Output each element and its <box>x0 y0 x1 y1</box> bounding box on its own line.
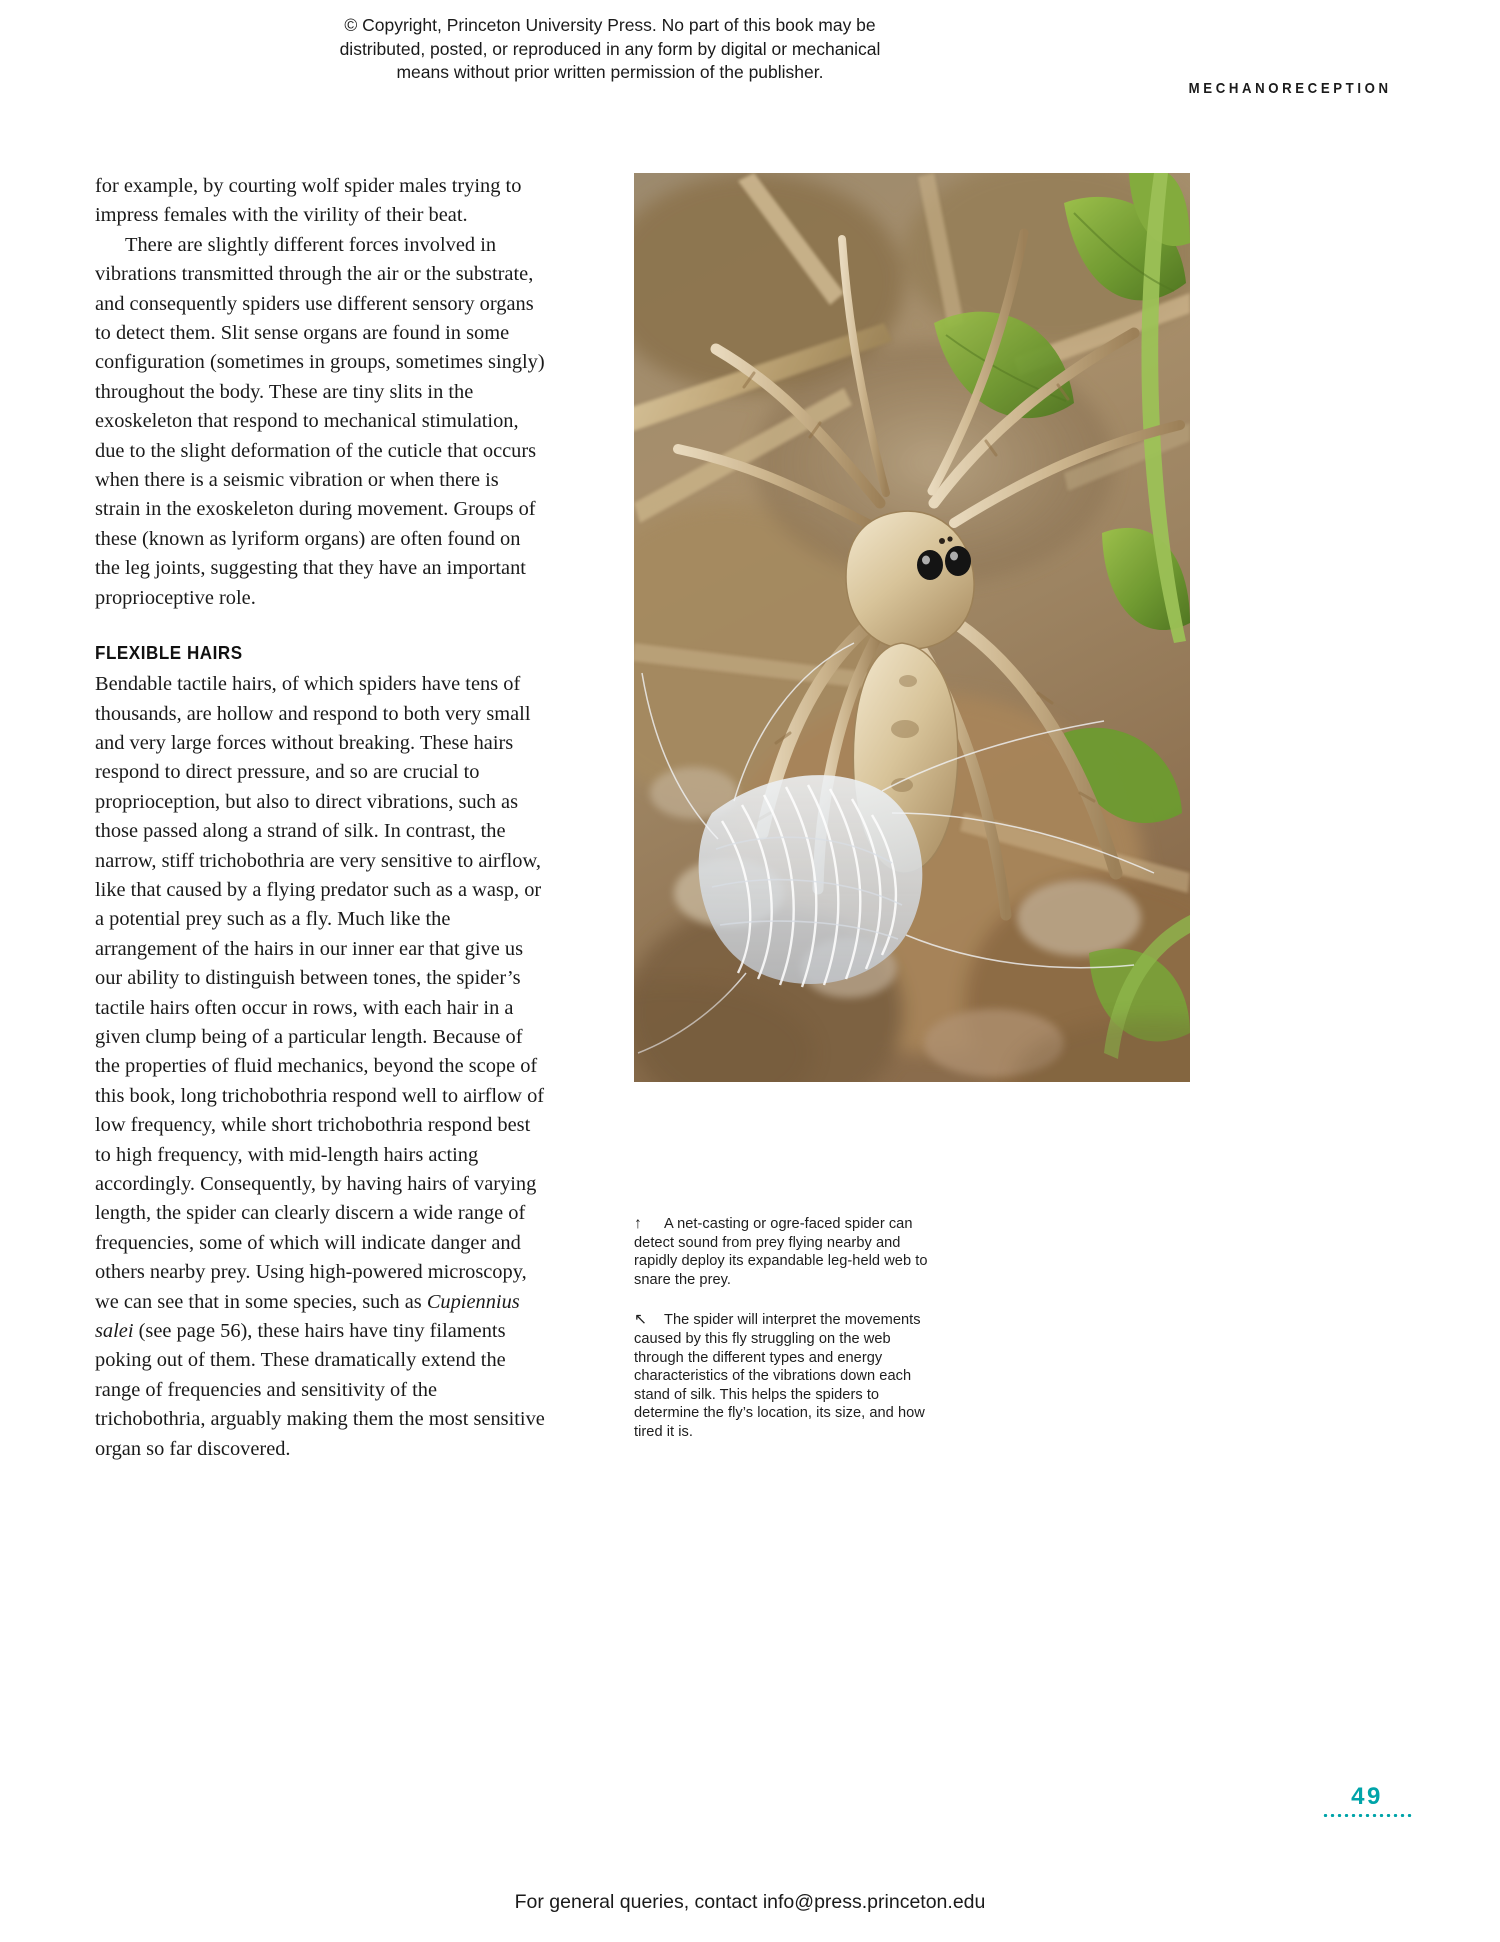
photo-artwork <box>634 173 1190 1082</box>
paragraph-continuation: for example, by courting wolf spider males trying to impress females with the virility of their beat. <box>95 175 522 227</box>
figure-captions <box>634 1215 929 1464</box>
caption-1 <box>634 1215 929 1289</box>
body-text-column <box>95 172 547 1464</box>
page-number: 49 <box>1351 1783 1383 1810</box>
paragraph-part-2: (see page 56), these hairs have tiny filaments poking out of them. These dramatically extend the range of frequencies and sensitivity of the trichobothria, arguably making them the most sensitive organ so far discovered. <box>95 1320 545 1460</box>
copyright-line-1: © Copyright, Princeton University Press. No part of this book may be <box>344 15 876 35</box>
section-heading-flexible-hairs: FLEXIBLE HAIRS <box>95 642 243 664</box>
arrow-up-icon: ↑ <box>634 1215 642 1232</box>
paragraph-part-1: Bendable tactile hairs, of which spiders have tens of thousands, are hollow and respond to both very small and very large forces without breaking. These hairs respond to direct pressure, and so are crucial to proprioception, but also to direct vibrations, such as those passed along a strand of silk. In contrast, the narrow, stiff trichobothria are very sensitive to airflow, like that caused by a flying predator such as a wasp, or a potential prey such as a fly. Much like the arrangement of the hairs in our inner ear that give us our ability to distinguish between tones, the spider’s tactile hairs often occur in rows, with each hair in a given clump being of a particular length. Because of the properties of fluid mechanics, beyond the scope of this book, long trichobothria respond well to airflow of low frequency, while short trichobothria respond best to high frequency, with mid-length hairs acting accordingly. Consequently, by having hairs of varying length, the spider can clearly discern a wide range of frequencies, some of which will indicate danger and others nearby prey. Using high-powered microscopy, we can see that in some species, such as <box>95 673 545 1313</box>
copyright-line-2: distributed, posted, or reproduced in any form by digital or mechanical <box>339 38 881 59</box>
running-head: MECHANORECEPTION <box>1189 80 1392 97</box>
paragraph-flexible-hairs <box>95 670 547 1464</box>
spider-photograph <box>634 173 1190 1082</box>
copyright-notice <box>330 14 890 85</box>
footer-contact-notice: For general queries, contact info@press.princeton.edu <box>514 1891 986 1913</box>
caption-2 <box>634 1311 929 1441</box>
copyright-line-3: means without prior written permission of the publisher. <box>396 62 824 82</box>
folio-dotted-rule <box>1322 1814 1412 1817</box>
arrow-up-left-icon: ↖ <box>634 1311 648 1329</box>
caption-2-text: The spider will interpret the movements caused by this fly struggling on the web through the different types and energy characteristics of the vibrations down each stand of silk. This helps the spiders to determine the fly’s location, its size, and how tired it is. <box>634 1312 925 1440</box>
paragraph-forces: There are slightly different forces involved in vibrations transmitted through the air or the substrate, and consequently spiders use different sensory organs to detect them. Slit sense organs are found in some configuration (sometimes in groups, sometimes singly) throughout the body. These are tiny slits in the exoskeleton that respond to mechanical stimulation, due to the slight deformation of the cuticle that occurs when there is a seismic vibration or when there is strain in the exoskeleton during movement. Groups of these (known as lyriform organs) are often found on the leg joints, suggesting that they have an important proprioceptive role. <box>95 233 545 609</box>
species-name-italic: Cupiennius salei <box>95 1290 520 1343</box>
folio-block <box>1322 1785 1412 1817</box>
caption-1-text: A net-casting or ogre-faced spider can detect sound from prey flying nearby and rapidly deploy its expandable leg-held web to snare the prey. <box>634 1216 928 1288</box>
